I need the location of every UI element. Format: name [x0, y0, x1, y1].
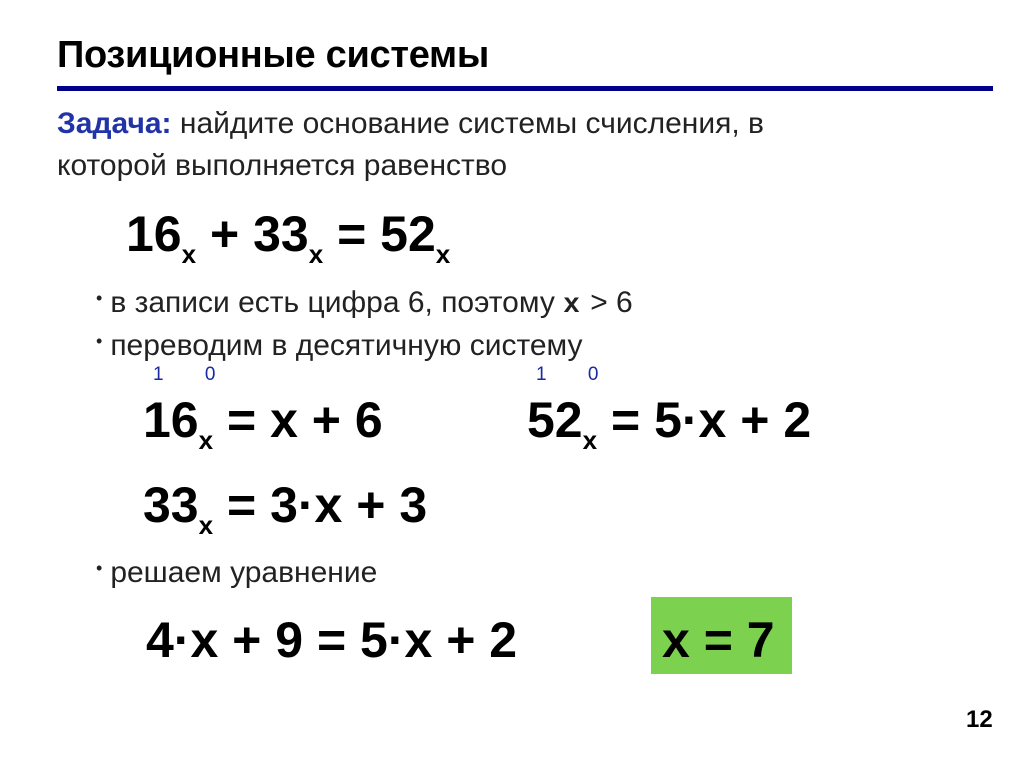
eq-plus: + — [196, 206, 254, 262]
bullet-convert — [96, 329, 583, 363]
main-equation — [126, 205, 451, 269]
bullet-1-op: > — [589, 288, 608, 322]
conv-2-rhs: = 5·x + 2 — [597, 392, 812, 448]
eq-base-b: x — [308, 239, 324, 269]
conversion-33 — [143, 476, 428, 540]
title-underline — [57, 86, 993, 91]
task-text — [57, 103, 764, 187]
task-line-2: которой выполняется равенство — [57, 149, 508, 182]
conv-2-base: x — [582, 425, 598, 455]
conv-3-number: 33 — [143, 477, 199, 533]
bullet-marker: • — [96, 288, 103, 308]
eq-term-c: 52 — [380, 206, 436, 262]
eq-base-c: x — [435, 239, 451, 269]
eq-term-b: 33 — [253, 206, 309, 262]
conversion-52 — [527, 391, 812, 455]
bullet-solve — [96, 556, 377, 590]
digit-index-left: 1 0 — [153, 364, 234, 385]
bullet-marker: • — [96, 558, 103, 578]
bullet-digit-six — [96, 286, 633, 322]
conversion-16 — [143, 391, 383, 455]
conv-2-number: 52 — [527, 392, 583, 448]
task-label: Задача: — [57, 107, 172, 140]
answer-text: x = 7 — [662, 612, 775, 668]
conv-3-rhs: = 3·x + 3 — [213, 477, 428, 533]
conv-1-number: 16 — [143, 392, 199, 448]
bullet-marker: • — [96, 331, 103, 351]
slide-title: Позиционные системы — [57, 34, 489, 76]
eq-equals: = — [323, 206, 381, 262]
solve-equation: 4·x + 9 = 5·x + 2 — [146, 612, 518, 668]
bullet-1-text: в записи есть цифра 6, поэтому — [110, 286, 564, 319]
eq-term-a: 16 — [126, 206, 182, 262]
page-number: 12 — [966, 706, 993, 733]
bullet-2-text: переводим в десятичную систему — [110, 329, 583, 362]
bullet-1-value: 6 — [615, 286, 633, 319]
bullet-3-text: решаем уравнение — [110, 556, 378, 589]
bullet-1-var: x — [563, 290, 580, 321]
conv-1-rhs: = x + 6 — [213, 392, 383, 448]
digit-index-right: 1 0 — [536, 364, 617, 385]
task-line-1: найдите основание системы счисления, в — [171, 107, 764, 140]
eq-base-a: x — [181, 239, 197, 269]
conv-1-base: x — [198, 425, 214, 455]
conv-3-base: x — [198, 510, 214, 540]
